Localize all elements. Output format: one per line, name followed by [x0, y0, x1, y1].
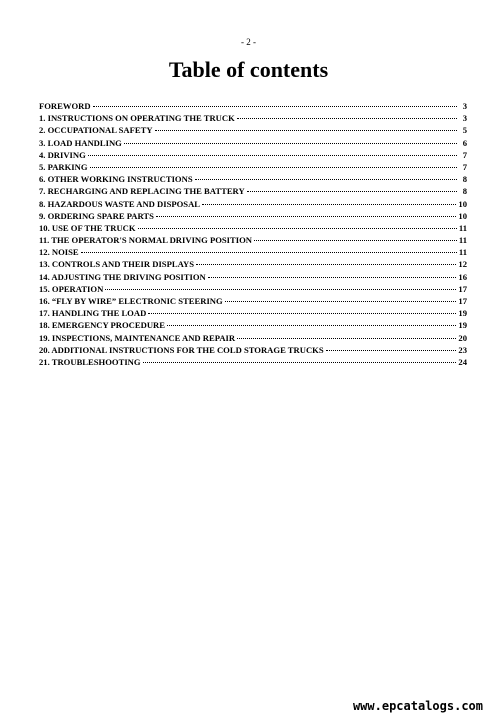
toc-entry-label: 16. “FLY BY WIRE” ELECTRONIC STEERING [39, 296, 223, 306]
toc-entry-label: 8. HAZARDOUS WASTE AND DISPOSAL [39, 198, 201, 209]
toc-entry-page: 20 [458, 332, 467, 343]
toc-entry-8[interactable] [39, 198, 467, 210]
toc-dot-leader [202, 204, 456, 205]
toc-entry-label: 4. DRIVING [39, 149, 86, 160]
toc-entry-page: 24 [458, 356, 467, 367]
toc-entry-label: 9. ORDERING SPARE PARTS [39, 210, 154, 221]
toc-entry-page: 11 [458, 235, 467, 246]
toc-entry-7[interactable] [39, 185, 467, 197]
toc-entry-16[interactable] [39, 295, 467, 307]
toc-dot-leader [143, 362, 457, 363]
toc-dot-leader [195, 179, 457, 180]
toc-entry-label: 11. THE OPERATOR'S NORMAL DRIVING POSITION [39, 235, 252, 246]
toc-dot-leader [254, 240, 457, 241]
toc-entry-page: 16 [458, 271, 467, 282]
toc-entry-page: 10 [458, 210, 467, 221]
toc-entry-label: 12. NOISE [39, 247, 79, 258]
toc-entry-3[interactable] [39, 137, 467, 149]
toc-entry-label: 3. LOAD HANDLING [39, 137, 122, 148]
toc-entry-label: 15. OPERATION [39, 283, 104, 294]
toc-entry-6[interactable] [39, 173, 467, 185]
toc-entry-page: 17 [458, 296, 467, 306]
toc-entry-page: 23 [458, 344, 467, 355]
toc-entry-page: 17 [458, 283, 467, 294]
toc-entry-label: 13. CONTROLS AND THEIR DISPLAYS [39, 259, 194, 270]
toc-entry-page: 19 [458, 308, 467, 319]
toc-entry-10[interactable] [39, 222, 467, 234]
toc-dot-leader [247, 191, 457, 192]
toc-entry-17[interactable] [39, 307, 467, 319]
toc-dot-leader [88, 155, 457, 156]
toc-entry-label: 10. USE OF THE TRUCK [39, 222, 136, 233]
toc-entry-13[interactable] [39, 258, 467, 270]
toc-entry-page: 3 [462, 113, 467, 124]
toc-entry-page: 7 [462, 149, 467, 160]
toc-entry-21[interactable] [39, 356, 467, 368]
toc-entry-9[interactable] [39, 210, 467, 222]
toc-entry-page: 8 [462, 186, 467, 197]
toc-entry-1[interactable] [39, 112, 467, 124]
toc-dot-leader [93, 106, 457, 107]
toc-entry-5[interactable] [39, 161, 467, 173]
toc-entry-foreword[interactable] [39, 100, 467, 112]
toc-dot-leader [225, 301, 457, 302]
toc-dot-leader [81, 252, 457, 253]
toc-entry-15[interactable] [39, 283, 467, 295]
toc-entry-label: 5. PARKING [39, 161, 88, 172]
table-of-contents [39, 100, 467, 368]
toc-dot-leader [138, 228, 457, 229]
toc-entry-label: 1. INSTRUCTIONS ON OPERATING THE TRUCK [39, 113, 235, 124]
toc-entry-19[interactable] [39, 332, 467, 344]
toc-dot-leader [196, 264, 456, 265]
toc-entry-label: 7. RECHARGING AND REPLACING THE BATTERY [39, 186, 245, 197]
toc-entry-label: 20. ADDITIONAL INSTRUCTIONS FOR THE COLD STORAGE TRUCKS [39, 344, 324, 355]
toc-dot-leader [237, 118, 457, 119]
toc-entry-label: FOREWORD [39, 101, 91, 111]
toc-entry-label: 6. OTHER WORKING INSTRUCTIONS [39, 174, 193, 185]
toc-entry-label: 14. ADJUSTING THE DRIVING POSITION [39, 271, 206, 282]
toc-entry-12[interactable] [39, 246, 467, 258]
toc-dot-leader [155, 130, 457, 131]
toc-entry-page: 12 [458, 259, 467, 270]
toc-entry-14[interactable] [39, 271, 467, 283]
toc-dot-leader [90, 167, 457, 168]
toc-dot-leader [326, 350, 457, 351]
toc-entry-4[interactable] [39, 149, 467, 161]
toc-entry-label: 21. TROUBLESHOOTING [39, 356, 141, 367]
toc-dot-leader [105, 289, 456, 290]
toc-entry-page: 5 [462, 125, 467, 136]
toc-entry-page: 11 [458, 247, 467, 258]
toc-dot-leader [208, 277, 457, 278]
toc-entry-label: 18. EMERGENCY PROCEDURE [39, 320, 165, 331]
toc-entry-page: 7 [462, 161, 467, 172]
toc-entry-page: 3 [462, 101, 467, 111]
toc-entry-page: 6 [462, 137, 467, 148]
toc-dot-leader [148, 313, 456, 314]
toc-entry-page: 11 [458, 222, 467, 233]
toc-entry-11[interactable] [39, 234, 467, 246]
toc-entry-2[interactable] [39, 124, 467, 136]
page-number: - 2 - [241, 37, 256, 47]
toc-entry-page: 10 [458, 198, 467, 209]
toc-entry-20[interactable] [39, 344, 467, 356]
toc-dot-leader [167, 325, 456, 326]
toc-dot-leader [237, 338, 456, 339]
toc-dot-leader [156, 216, 456, 217]
toc-entry-label: 2. OCCUPATIONAL SAFETY [39, 125, 153, 136]
page-title: Table of contents [168, 57, 329, 82]
footer-watermark: www.epcatalogs.com [352, 699, 483, 713]
toc-entry-page: 19 [458, 320, 467, 331]
toc-entry-18[interactable] [39, 319, 467, 331]
toc-entry-label: 19. INSPECTIONS, MAINTENANCE AND REPAIR [39, 332, 236, 343]
toc-entry-page: 8 [462, 174, 467, 185]
toc-dot-leader [124, 143, 457, 144]
toc-entry-label: 17. HANDLING THE LOAD [39, 308, 147, 319]
